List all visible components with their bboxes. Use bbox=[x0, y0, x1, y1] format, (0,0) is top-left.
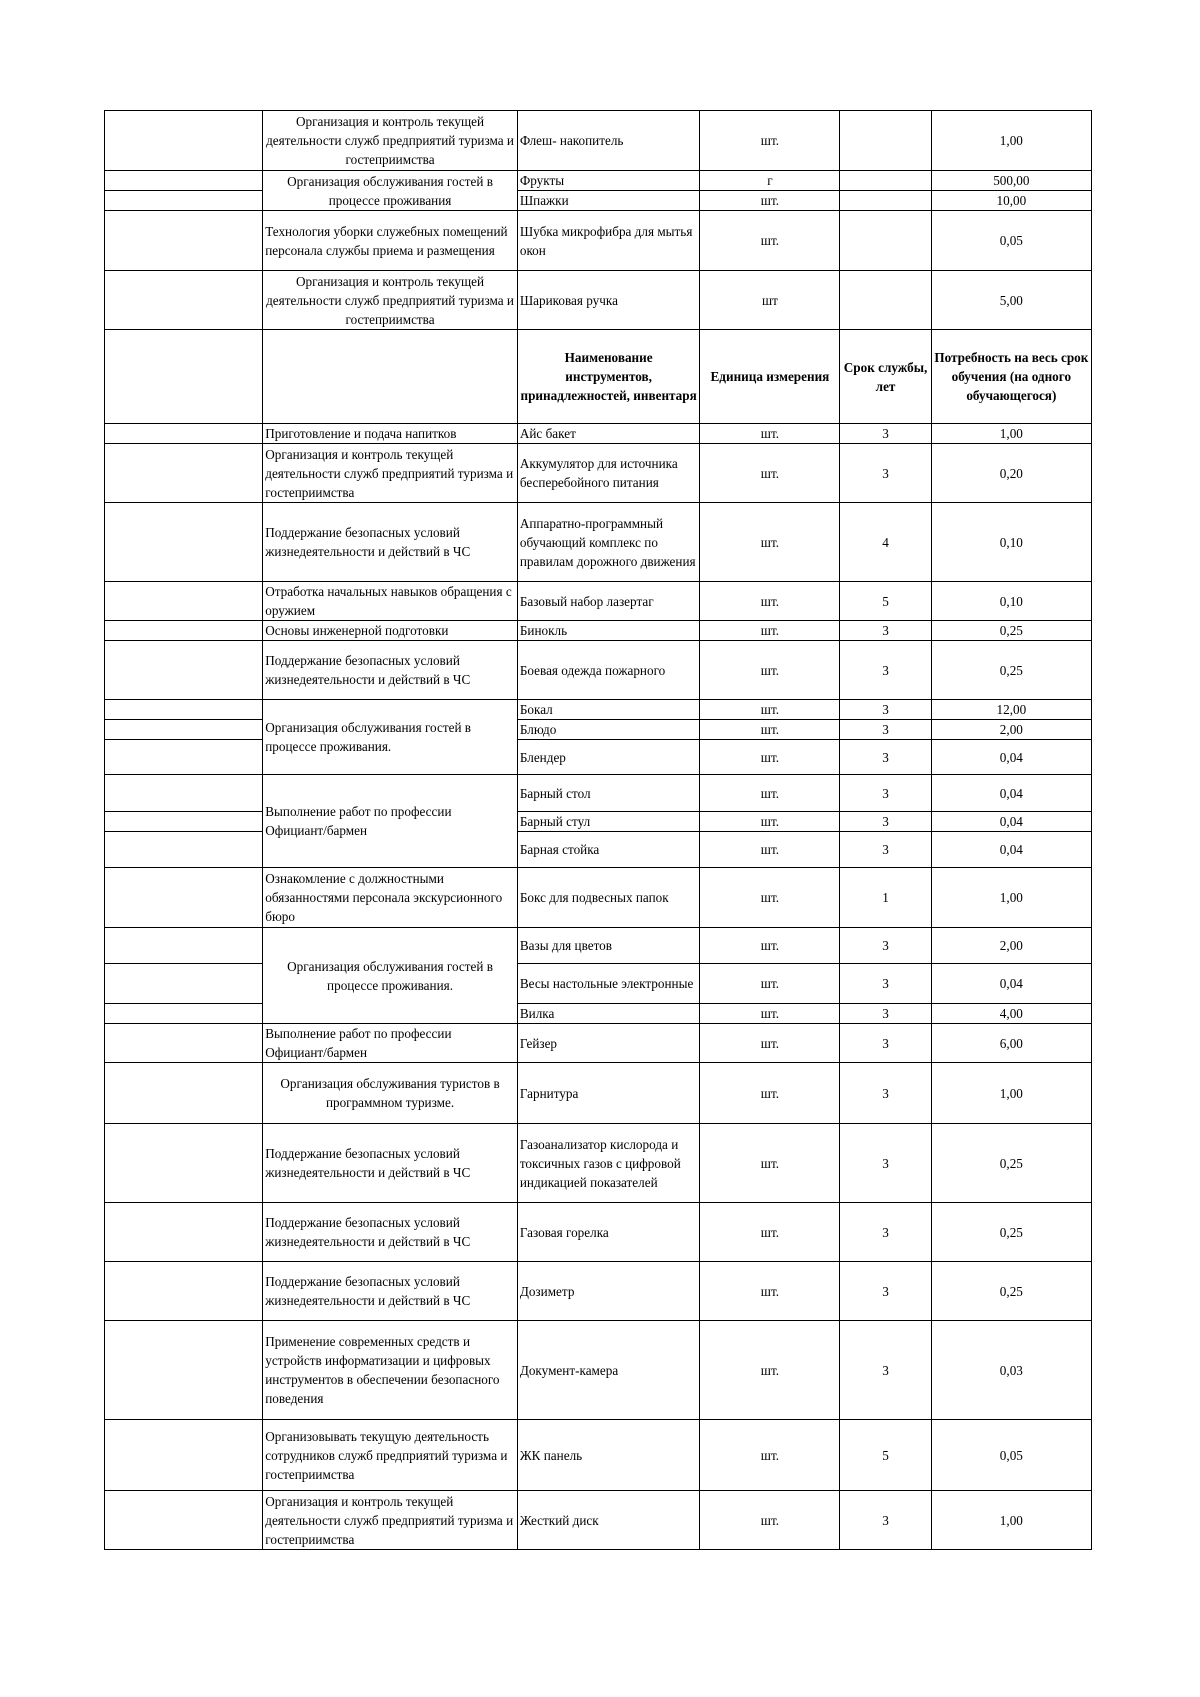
subject-cell: Поддержание безопасных условий жизнедеятельности и действий в ЧС bbox=[263, 1262, 518, 1321]
blank-cell bbox=[105, 832, 263, 868]
life-cell: 3 bbox=[840, 1024, 931, 1063]
item-cell: Аккумулятор для источника бесперебойного питания bbox=[517, 444, 700, 503]
need-cell: 0,05 bbox=[931, 211, 1091, 271]
need-cell: 1,00 bbox=[931, 1491, 1091, 1550]
need-cell: 500,00 bbox=[931, 171, 1091, 191]
equipment-table bbox=[104, 110, 1092, 1550]
need-cell: 12,00 bbox=[931, 700, 1091, 720]
subject-cell: Технология уборки служебных помещений персонала службы приема и размещения bbox=[263, 211, 518, 271]
unit-cell: шт. bbox=[700, 621, 840, 641]
item-cell: Весы настольные электронные bbox=[517, 964, 700, 1004]
unit-cell: шт. bbox=[700, 211, 840, 271]
blank-cell bbox=[105, 1004, 263, 1024]
subject-cell: Организация обслуживания гостей в процессе проживания bbox=[263, 171, 518, 211]
table-row bbox=[105, 621, 1092, 641]
table-row bbox=[105, 1004, 1092, 1024]
table-row bbox=[105, 1124, 1092, 1203]
blank-cell bbox=[105, 424, 263, 444]
subject-cell: Организация и контроль текущей деятельности служб предприятий туризма и гостеприимства bbox=[263, 271, 518, 330]
blank-cell bbox=[105, 812, 263, 832]
item-cell: Шубка микрофибра для мытья окон bbox=[517, 211, 700, 271]
life-cell: 3 bbox=[840, 641, 931, 700]
table-row bbox=[105, 111, 1092, 171]
unit-cell: шт. bbox=[700, 775, 840, 812]
blank-cell bbox=[105, 444, 263, 503]
unit-cell: шт. bbox=[700, 1024, 840, 1063]
table-row bbox=[105, 740, 1092, 775]
life-cell bbox=[840, 211, 931, 271]
need-cell: 0,10 bbox=[931, 582, 1091, 621]
need-cell: 0,25 bbox=[931, 621, 1091, 641]
unit-cell: шт. bbox=[700, 582, 840, 621]
subject-cell: Организация обслуживания гостей в процессе проживания. bbox=[263, 928, 518, 1024]
item-cell: Фрукты bbox=[517, 171, 700, 191]
unit-cell: шт. bbox=[700, 503, 840, 582]
unit-cell: шт. bbox=[700, 1420, 840, 1491]
life-cell: 3 bbox=[840, 1491, 931, 1550]
item-cell: Барный стол bbox=[517, 775, 700, 812]
table-row bbox=[105, 1420, 1092, 1491]
life-cell bbox=[840, 271, 931, 330]
header-item: Наименование инструментов, принадлежностей, инвентаря bbox=[517, 330, 700, 424]
table-row bbox=[105, 271, 1092, 330]
need-cell: 0,04 bbox=[931, 832, 1091, 868]
subject-cell: Ознакомление с должностными обязанностями персонала экскурсионного бюро bbox=[263, 868, 518, 928]
life-cell: 4 bbox=[840, 503, 931, 582]
need-cell: 4,00 bbox=[931, 1004, 1091, 1024]
need-cell: 10,00 bbox=[931, 191, 1091, 211]
item-cell: Газоанализатор кислорода и токсичных газов с цифровой индикацией показателей bbox=[517, 1124, 700, 1203]
life-cell: 3 bbox=[840, 1124, 931, 1203]
blank-cell bbox=[105, 700, 263, 720]
table-row bbox=[105, 700, 1092, 720]
life-cell: 3 bbox=[840, 1203, 931, 1262]
blank-cell bbox=[105, 621, 263, 641]
blank-cell bbox=[105, 111, 263, 171]
table-row bbox=[105, 444, 1092, 503]
unit-cell: шт. bbox=[700, 1491, 840, 1550]
table-row bbox=[105, 171, 1092, 191]
life-cell: 5 bbox=[840, 582, 931, 621]
blank-cell bbox=[105, 1420, 263, 1491]
unit-cell: шт. bbox=[700, 1004, 840, 1024]
unit-cell: шт. bbox=[700, 444, 840, 503]
item-cell: ЖК панель bbox=[517, 1420, 700, 1491]
life-cell: 3 bbox=[840, 700, 931, 720]
unit-cell: шт bbox=[700, 271, 840, 330]
unit-cell: шт. bbox=[700, 812, 840, 832]
blank-cell bbox=[105, 582, 263, 621]
need-cell: 6,00 bbox=[931, 1024, 1091, 1063]
life-cell: 3 bbox=[840, 1063, 931, 1124]
subject-cell: Основы инженерной подготовки bbox=[263, 621, 518, 641]
need-cell: 0,10 bbox=[931, 503, 1091, 582]
header-unit: Единица измерения bbox=[700, 330, 840, 424]
blank-cell bbox=[105, 740, 263, 775]
item-cell: Шариковая ручка bbox=[517, 271, 700, 330]
table-row bbox=[105, 832, 1092, 868]
table-row bbox=[105, 1203, 1092, 1262]
need-cell: 0,20 bbox=[931, 444, 1091, 503]
unit-cell: шт. bbox=[700, 641, 840, 700]
item-cell: Блюдо bbox=[517, 720, 700, 740]
need-cell: 1,00 bbox=[931, 111, 1091, 171]
need-cell: 0,04 bbox=[931, 812, 1091, 832]
blank-cell bbox=[105, 191, 263, 211]
unit-cell: шт. bbox=[700, 928, 840, 964]
item-cell: Флеш- накопитель bbox=[517, 111, 700, 171]
blank-cell bbox=[105, 171, 263, 191]
unit-cell: шт. bbox=[700, 1063, 840, 1124]
table-row bbox=[105, 928, 1092, 964]
unit-cell: шт. bbox=[700, 740, 840, 775]
item-cell: Барный стул bbox=[517, 812, 700, 832]
subject-cell: Применение современных средств и устройств информатизации и цифровых инструментов в обеспечении безопасного поведения bbox=[263, 1321, 518, 1420]
item-cell: Жесткий диск bbox=[517, 1491, 700, 1550]
item-cell: Бокал bbox=[517, 700, 700, 720]
item-cell: Базовый набор лазертаг bbox=[517, 582, 700, 621]
header-need: Потребность на весь срок обучения (на одного обучающегося) bbox=[931, 330, 1091, 424]
item-cell: Гейзер bbox=[517, 1024, 700, 1063]
unit-cell: шт. bbox=[700, 720, 840, 740]
life-cell: 3 bbox=[840, 812, 931, 832]
need-cell: 2,00 bbox=[931, 928, 1091, 964]
item-cell: Дозиметр bbox=[517, 1262, 700, 1321]
blank-cell bbox=[105, 271, 263, 330]
need-cell: 0,25 bbox=[931, 1203, 1091, 1262]
subject-cell: Поддержание безопасных условий жизнедеятельности и действий в ЧС bbox=[263, 1124, 518, 1203]
need-cell: 0,04 bbox=[931, 775, 1091, 812]
life-cell: 3 bbox=[840, 1321, 931, 1420]
need-cell: 0,04 bbox=[931, 740, 1091, 775]
need-cell: 5,00 bbox=[931, 271, 1091, 330]
table-row bbox=[105, 1491, 1092, 1550]
table-row bbox=[105, 720, 1092, 740]
life-cell: 3 bbox=[840, 621, 931, 641]
table-row bbox=[105, 775, 1092, 812]
unit-cell: шт. bbox=[700, 111, 840, 171]
blank-cell bbox=[105, 928, 263, 964]
table-row bbox=[105, 503, 1092, 582]
life-cell: 3 bbox=[840, 1004, 931, 1024]
life-cell bbox=[840, 111, 931, 171]
item-cell: Боевая одежда пожарного bbox=[517, 641, 700, 700]
life-cell: 3 bbox=[840, 832, 931, 868]
life-cell: 5 bbox=[840, 1420, 931, 1491]
life-cell: 3 bbox=[840, 928, 931, 964]
unit-cell: шт. bbox=[700, 1203, 840, 1262]
life-cell: 3 bbox=[840, 424, 931, 444]
unit-cell: шт. bbox=[700, 1321, 840, 1420]
need-cell: 2,00 bbox=[931, 720, 1091, 740]
table-row bbox=[105, 641, 1092, 700]
blank-cell bbox=[105, 211, 263, 271]
unit-cell: шт. bbox=[700, 868, 840, 928]
blank-cell bbox=[105, 964, 263, 1004]
life-cell bbox=[840, 191, 931, 211]
need-cell: 0,03 bbox=[931, 1321, 1091, 1420]
table-row bbox=[105, 211, 1092, 271]
item-cell: Документ-камера bbox=[517, 1321, 700, 1420]
blank-cell bbox=[105, 775, 263, 812]
unit-cell: шт. bbox=[700, 191, 840, 211]
item-cell: Барная стойка bbox=[517, 832, 700, 868]
blank-cell bbox=[105, 1124, 263, 1203]
life-cell: 3 bbox=[840, 740, 931, 775]
blank-cell bbox=[105, 330, 263, 424]
blank-cell bbox=[105, 720, 263, 740]
item-cell: Бинокль bbox=[517, 621, 700, 641]
subject-cell: Приготовление и подача напитков bbox=[263, 424, 518, 444]
blank-cell bbox=[105, 1063, 263, 1124]
need-cell: 1,00 bbox=[931, 424, 1091, 444]
need-cell: 0,25 bbox=[931, 1124, 1091, 1203]
life-cell: 3 bbox=[840, 775, 931, 812]
blank-cell bbox=[105, 641, 263, 700]
table-row bbox=[105, 1063, 1092, 1124]
blank-cell bbox=[105, 503, 263, 582]
blank-cell bbox=[105, 1491, 263, 1550]
subject-cell: Выполнение работ по профессии Официант/бармен bbox=[263, 1024, 518, 1063]
header-life: Срок службы, лет bbox=[840, 330, 931, 424]
life-cell bbox=[840, 171, 931, 191]
need-cell: 0,04 bbox=[931, 964, 1091, 1004]
table-row bbox=[105, 868, 1092, 928]
unit-cell: шт. bbox=[700, 1124, 840, 1203]
item-cell: Газовая горелка bbox=[517, 1203, 700, 1262]
blank-cell bbox=[105, 1024, 263, 1063]
item-cell: Шпажки bbox=[517, 191, 700, 211]
blank-cell bbox=[105, 1321, 263, 1420]
unit-cell: шт. bbox=[700, 832, 840, 868]
life-cell: 3 bbox=[840, 444, 931, 503]
subject-cell: Организация обслуживания туристов в программном туризме. bbox=[263, 1063, 518, 1124]
table-row bbox=[105, 191, 1092, 211]
life-cell: 1 bbox=[840, 868, 931, 928]
subject-cell: Поддержание безопасных условий жизнедеятельности и действий в ЧС bbox=[263, 1203, 518, 1262]
table-row bbox=[105, 812, 1092, 832]
life-cell: 3 bbox=[840, 720, 931, 740]
need-cell: 1,00 bbox=[931, 1063, 1091, 1124]
subject-cell: Организовывать текущую деятельность сотрудников служб предприятий туризма и гостеприимства bbox=[263, 1420, 518, 1491]
item-cell: Айс бакет bbox=[517, 424, 700, 444]
item-cell: Бокс для подвесных папок bbox=[517, 868, 700, 928]
item-cell: Вазы для цветов bbox=[517, 928, 700, 964]
item-cell: Блендер bbox=[517, 740, 700, 775]
subject-cell: Организация и контроль текущей деятельности служб предприятий туризма и гостеприимства bbox=[263, 444, 518, 503]
blank-cell bbox=[263, 330, 518, 424]
table-row bbox=[105, 424, 1092, 444]
subject-cell: Поддержание безопасных условий жизнедеятельности и действий в ЧС bbox=[263, 503, 518, 582]
item-cell: Вилка bbox=[517, 1004, 700, 1024]
unit-cell: шт. bbox=[700, 700, 840, 720]
unit-cell: шт. bbox=[700, 964, 840, 1004]
need-cell: 1,00 bbox=[931, 868, 1091, 928]
blank-cell bbox=[105, 1262, 263, 1321]
subject-cell: Выполнение работ по профессии Официант/бармен bbox=[263, 775, 518, 868]
table-header-row bbox=[105, 330, 1092, 424]
blank-cell bbox=[105, 868, 263, 928]
need-cell: 0,25 bbox=[931, 1262, 1091, 1321]
life-cell: 3 bbox=[840, 1262, 931, 1321]
table-row bbox=[105, 1321, 1092, 1420]
unit-cell: шт. bbox=[700, 424, 840, 444]
table-row bbox=[105, 1024, 1092, 1063]
life-cell: 3 bbox=[840, 964, 931, 1004]
item-cell: Аппаратно-программный обучающий комплекс по правилам дорожного движения bbox=[517, 503, 700, 582]
subject-cell: Организация и контроль текущей деятельности служб предприятий туризма и гостеприимства bbox=[263, 1491, 518, 1550]
subject-cell: Организация и контроль текущей деятельности служб предприятий туризма и гостеприимства bbox=[263, 111, 518, 171]
item-cell: Гарнитура bbox=[517, 1063, 700, 1124]
unit-cell: г bbox=[700, 171, 840, 191]
blank-cell bbox=[105, 1203, 263, 1262]
subject-cell: Отработка начальных навыков обращения с оружием bbox=[263, 582, 518, 621]
need-cell: 0,25 bbox=[931, 641, 1091, 700]
table-row bbox=[105, 964, 1092, 1004]
need-cell: 0,05 bbox=[931, 1420, 1091, 1491]
table-row bbox=[105, 1262, 1092, 1321]
subject-cell: Поддержание безопасных условий жизнедеятельности и действий в ЧС bbox=[263, 641, 518, 700]
unit-cell: шт. bbox=[700, 1262, 840, 1321]
subject-cell: Организация обслуживания гостей в процессе проживания. bbox=[263, 700, 518, 775]
table-row bbox=[105, 582, 1092, 621]
